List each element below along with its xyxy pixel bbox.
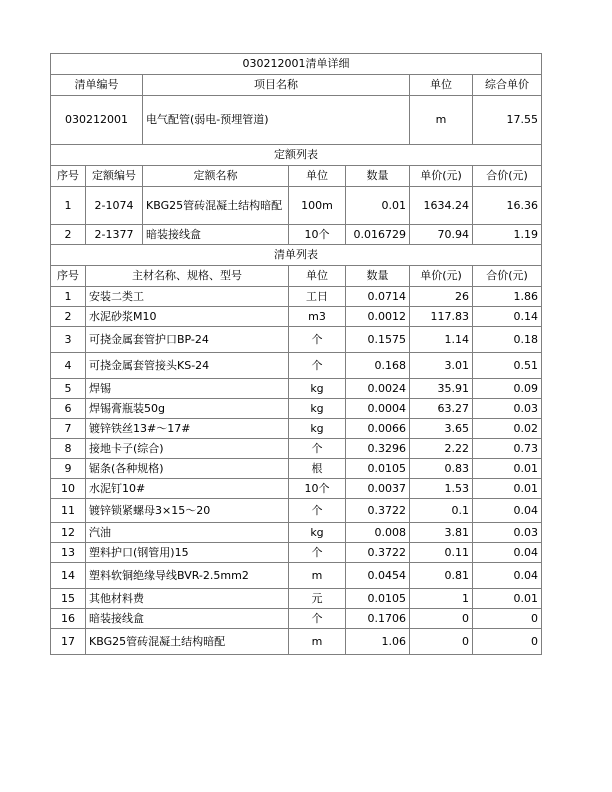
material-name: 焊锡膏瓶装50g <box>86 399 289 419</box>
material-seq: 13 <box>51 543 86 563</box>
material-qty: 0.0714 <box>346 287 410 307</box>
material-qty: 0.3296 <box>346 439 410 459</box>
bill-price: 17.55 <box>473 96 542 145</box>
quota-total: 1.19 <box>473 225 542 245</box>
material-seq: 2 <box>51 307 86 327</box>
material-unit-price: 0.11 <box>410 543 473 563</box>
material-qty: 0.0037 <box>346 479 410 499</box>
material-unit: m3 <box>289 307 346 327</box>
material-total: 0 <box>473 609 542 629</box>
bill-unit-header: 单位 <box>410 75 473 96</box>
material-unit-price: 1.14 <box>410 327 473 353</box>
material-name: 焊锡 <box>86 379 289 399</box>
material-total-header: 合价(元) <box>473 266 542 287</box>
material-row <box>51 523 542 543</box>
material-unit-price: 3.65 <box>410 419 473 439</box>
material-qty: 1.06 <box>346 629 410 655</box>
material-name: 可挠金属套管接头KS-24 <box>86 353 289 379</box>
material-total: 0.09 <box>473 379 542 399</box>
bill-unit: m <box>410 96 473 145</box>
quota-qty: 0.016729 <box>346 225 410 245</box>
material-seq: 9 <box>51 459 86 479</box>
quota-name: 暗装接线盒 <box>143 225 289 245</box>
material-seq: 5 <box>51 379 86 399</box>
material-qty: 0.3722 <box>346 499 410 523</box>
quota-unit-price-header: 单价(元) <box>410 166 473 187</box>
material-seq: 14 <box>51 563 86 589</box>
material-total: 0.03 <box>473 399 542 419</box>
material-row <box>51 379 542 399</box>
material-section-row <box>51 245 542 266</box>
material-row <box>51 563 542 589</box>
material-unit: kg <box>289 399 346 419</box>
table-title: 030212001清单详细 <box>51 54 542 75</box>
material-name: 水泥钉10# <box>86 479 289 499</box>
quota-unit: 100m <box>289 187 346 225</box>
material-total: 1.86 <box>473 287 542 307</box>
quota-seq: 2 <box>51 225 86 245</box>
material-row <box>51 479 542 499</box>
quota-code: 2-1074 <box>86 187 143 225</box>
quota-unit: 10个 <box>289 225 346 245</box>
quota-section-title: 定额列表 <box>51 145 542 166</box>
material-row <box>51 439 542 459</box>
material-section-title: 清单列表 <box>51 245 542 266</box>
bill-name-header: 项目名称 <box>143 75 410 96</box>
material-total: 0.01 <box>473 459 542 479</box>
material-total: 0.73 <box>473 439 542 459</box>
quota-section-row <box>51 145 542 166</box>
quota-seq-header: 序号 <box>51 166 86 187</box>
quota-name: KBG25管砖混凝土结构暗配 <box>143 187 289 225</box>
material-name: 塑料护口(钢管用)15 <box>86 543 289 563</box>
quota-code-header: 定额编号 <box>86 166 143 187</box>
material-row <box>51 609 542 629</box>
material-total: 0.01 <box>473 479 542 499</box>
material-row <box>51 327 542 353</box>
quota-qty: 0.01 <box>346 187 410 225</box>
material-name: 汽油 <box>86 523 289 543</box>
material-unit-price-header: 单价(元) <box>410 266 473 287</box>
material-seq: 4 <box>51 353 86 379</box>
material-qty: 0.3722 <box>346 543 410 563</box>
material-seq: 17 <box>51 629 86 655</box>
material-unit-price: 1 <box>410 589 473 609</box>
material-unit: 根 <box>289 459 346 479</box>
material-unit-price: 0 <box>410 609 473 629</box>
material-unit: 个 <box>289 353 346 379</box>
bill-detail-table <box>50 53 542 655</box>
bill-code-header: 清单编号 <box>51 75 143 96</box>
material-seq: 7 <box>51 419 86 439</box>
material-seq-header: 序号 <box>51 266 86 287</box>
bill-price-header: 综合单价 <box>473 75 542 96</box>
material-unit-price: 3.81 <box>410 523 473 543</box>
material-seq: 6 <box>51 399 86 419</box>
material-seq: 16 <box>51 609 86 629</box>
material-unit-header: 单位 <box>289 266 346 287</box>
quota-name-header: 定额名称 <box>143 166 289 187</box>
material-seq: 10 <box>51 479 86 499</box>
material-unit: 个 <box>289 439 346 459</box>
quota-unit-price: 70.94 <box>410 225 473 245</box>
material-name: 镀锌铁丝13#～17# <box>86 419 289 439</box>
material-qty: 0.1706 <box>346 609 410 629</box>
material-total: 0 <box>473 629 542 655</box>
material-qty: 0.168 <box>346 353 410 379</box>
table-body <box>51 54 542 655</box>
material-qty: 0.0004 <box>346 399 410 419</box>
material-unit: m <box>289 563 346 589</box>
material-unit-price: 117.83 <box>410 307 473 327</box>
material-row <box>51 543 542 563</box>
material-qty: 0.0066 <box>346 419 410 439</box>
material-unit: kg <box>289 523 346 543</box>
material-total: 0.04 <box>473 563 542 589</box>
bill-code: 030212001 <box>51 96 143 145</box>
material-seq: 1 <box>51 287 86 307</box>
material-name: KBG25管砖混凝土结构暗配 <box>86 629 289 655</box>
material-unit-price: 0.81 <box>410 563 473 589</box>
material-total: 0.04 <box>473 543 542 563</box>
material-name: 塑料软铜绝缘导线BVR-2.5mm2 <box>86 563 289 589</box>
material-header-row <box>51 266 542 287</box>
material-row <box>51 287 542 307</box>
material-qty: 0.0105 <box>346 459 410 479</box>
material-name: 水泥砂浆M10 <box>86 307 289 327</box>
material-unit: 个 <box>289 499 346 523</box>
material-row <box>51 419 542 439</box>
material-unit: 个 <box>289 543 346 563</box>
material-name-header: 主材名称、规格、型号 <box>86 266 289 287</box>
material-total: 0.14 <box>473 307 542 327</box>
material-unit: m <box>289 629 346 655</box>
quota-total-header: 合价(元) <box>473 166 542 187</box>
material-unit: kg <box>289 419 346 439</box>
quota-total: 16.36 <box>473 187 542 225</box>
material-seq: 15 <box>51 589 86 609</box>
bill-row <box>51 96 542 145</box>
material-seq: 11 <box>51 499 86 523</box>
material-qty: 0.0012 <box>346 307 410 327</box>
material-name: 可挠金属套管护口BP-24 <box>86 327 289 353</box>
material-row <box>51 307 542 327</box>
quota-row <box>51 187 542 225</box>
material-seq: 3 <box>51 327 86 353</box>
material-seq: 12 <box>51 523 86 543</box>
material-qty: 0.0024 <box>346 379 410 399</box>
quota-header-row <box>51 166 542 187</box>
quota-unit-header: 单位 <box>289 166 346 187</box>
quota-row <box>51 225 542 245</box>
material-name: 镀锌锁紧螺母3×15～20 <box>86 499 289 523</box>
material-total: 0.01 <box>473 589 542 609</box>
material-total: 0.51 <box>473 353 542 379</box>
material-total: 0.03 <box>473 523 542 543</box>
material-unit: 个 <box>289 609 346 629</box>
bill-header-row <box>51 75 542 96</box>
material-name: 暗装接线盒 <box>86 609 289 629</box>
material-name: 锯条(各种规格) <box>86 459 289 479</box>
material-unit-price: 1.53 <box>410 479 473 499</box>
quota-seq: 1 <box>51 187 86 225</box>
quota-qty-header: 数量 <box>346 166 410 187</box>
material-unit-price: 63.27 <box>410 399 473 419</box>
material-qty: 0.008 <box>346 523 410 543</box>
material-row <box>51 499 542 523</box>
material-name: 其他材料费 <box>86 589 289 609</box>
material-total: 0.02 <box>473 419 542 439</box>
material-unit: kg <box>289 379 346 399</box>
material-row <box>51 459 542 479</box>
material-row <box>51 589 542 609</box>
quota-code: 2-1377 <box>86 225 143 245</box>
material-row <box>51 629 542 655</box>
material-name: 接地卡子(综合) <box>86 439 289 459</box>
title-row <box>51 54 542 75</box>
material-unit: 工日 <box>289 287 346 307</box>
material-qty: 0.0105 <box>346 589 410 609</box>
material-unit-price: 0 <box>410 629 473 655</box>
material-unit-price: 3.01 <box>410 353 473 379</box>
material-unit-price: 0.83 <box>410 459 473 479</box>
material-unit-price: 26 <box>410 287 473 307</box>
material-seq: 8 <box>51 439 86 459</box>
material-row <box>51 399 542 419</box>
material-unit: 元 <box>289 589 346 609</box>
material-qty: 0.0454 <box>346 563 410 589</box>
material-unit-price: 35.91 <box>410 379 473 399</box>
material-qty-header: 数量 <box>346 266 410 287</box>
bill-name: 电气配管(弱电-预埋管道) <box>143 96 410 145</box>
material-unit: 10个 <box>289 479 346 499</box>
material-unit: 个 <box>289 327 346 353</box>
material-name: 安装二类工 <box>86 287 289 307</box>
material-total: 0.04 <box>473 499 542 523</box>
material-unit-price: 2.22 <box>410 439 473 459</box>
material-row <box>51 353 542 379</box>
material-total: 0.18 <box>473 327 542 353</box>
material-qty: 0.1575 <box>346 327 410 353</box>
material-unit-price: 0.1 <box>410 499 473 523</box>
quota-unit-price: 1634.24 <box>410 187 473 225</box>
